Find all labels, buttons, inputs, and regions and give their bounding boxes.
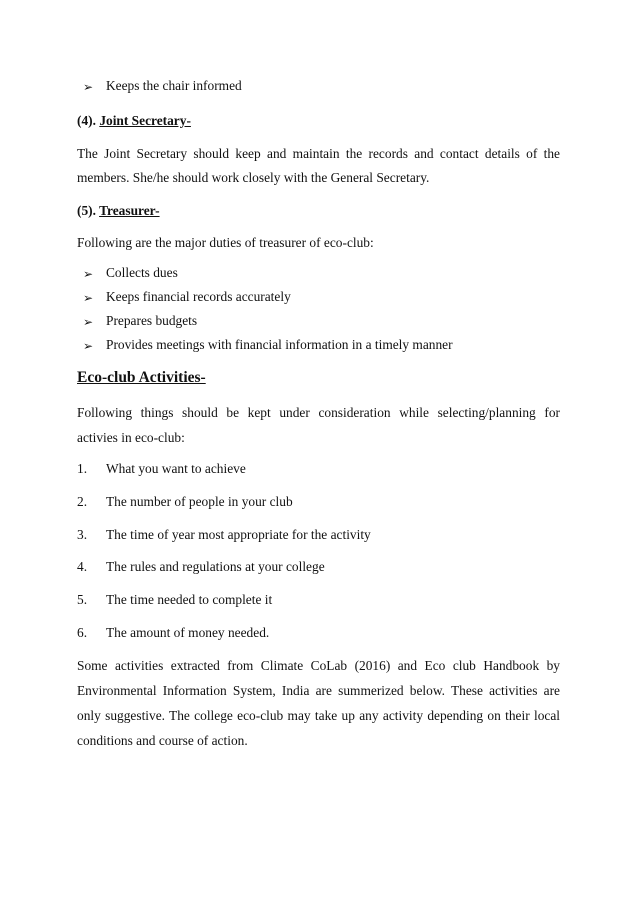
- treasurer-duty-item: Collects dues: [106, 265, 178, 280]
- list-item-text: The time of year most appropriate for the activity: [106, 527, 371, 542]
- closing-paragraph-line-4: conditions and course of action.: [77, 733, 248, 748]
- activities-intro-line-2: activies in eco-club:: [77, 430, 185, 445]
- joint-secretary-heading: [77, 113, 191, 129]
- closing-paragraph-line-2: Environmental Information System, India are summerized below. These activities are: [77, 683, 560, 698]
- list-item-number: 3.: [77, 527, 88, 542]
- bullet-arrow-icon: ➢: [83, 80, 94, 94]
- bullet-arrow-icon: ➢: [83, 291, 94, 305]
- joint-secretary-number: (4).: [77, 113, 100, 128]
- treasurer-heading: [77, 203, 160, 219]
- treasurer-duty-item: Provides meetings with financial information in a timely manner: [106, 337, 453, 352]
- list-item-number: 2.: [77, 494, 88, 509]
- list-item-text: The time needed to complete it: [106, 592, 273, 607]
- bullet-arrow-icon: ➢: [83, 267, 94, 281]
- treasurer-number: (5).: [77, 203, 100, 218]
- list-item-text: The rules and regulations at your college: [106, 559, 325, 574]
- list-item-number: 4.: [77, 559, 88, 574]
- list-item-number: 5.: [77, 592, 88, 607]
- treasurer-intro: Following are the major duties of treasurer of eco-club:: [77, 235, 374, 250]
- list-item-number: 6.: [77, 625, 88, 640]
- joint-secretary-text-line-2: members. She/he should work closely with the General Secretary.: [77, 170, 430, 185]
- list-item-text: The amount of money needed.: [106, 625, 270, 640]
- treasurer-title: Treasurer-: [99, 203, 160, 218]
- activities-intro-line-1: Following things should be kept under consideration while selecting/planning for: [77, 405, 560, 420]
- eco-club-activities-heading: Eco-club Activities-: [77, 369, 206, 386]
- closing-paragraph-line-3: only suggestive. The college eco-club may take up any activity depending on their local: [77, 708, 560, 723]
- treasurer-duty-item: Keeps financial records accurately: [106, 289, 291, 304]
- list-item-text: What you want to achieve: [106, 461, 246, 476]
- bullet-arrow-icon: ➢: [83, 315, 94, 329]
- bullet-arrow-icon: ➢: [83, 339, 94, 353]
- joint-secretary-text-line-1: The Joint Secretary should keep and maintain the records and contact details of the: [77, 146, 560, 161]
- list-item-number: 1.: [77, 461, 88, 476]
- closing-paragraph-line-1: Some activities extracted from Climate CoLab (2016) and Eco club Handbook by: [77, 658, 560, 673]
- chair-bullet-text: Keeps the chair informed: [106, 78, 242, 93]
- list-item-text: The number of people in your club: [106, 494, 293, 509]
- treasurer-duty-item: Prepares budgets: [106, 313, 198, 328]
- joint-secretary-title: Joint Secretary-: [99, 113, 191, 128]
